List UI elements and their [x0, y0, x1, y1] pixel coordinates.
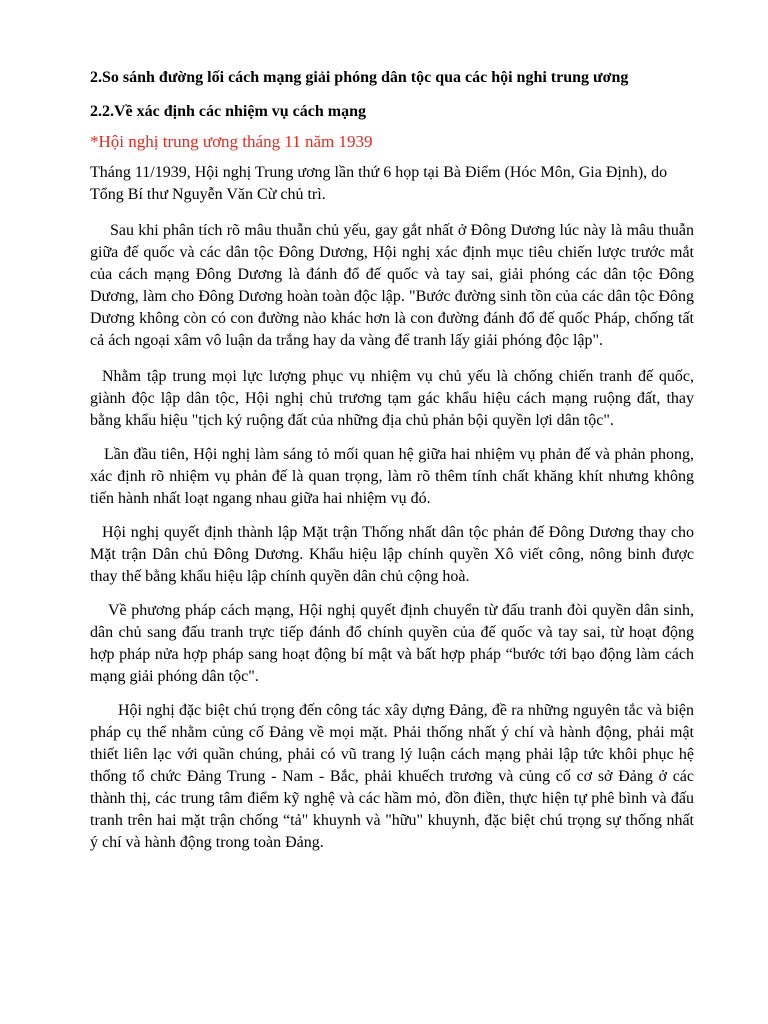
document-page: [90, 68, 694, 866]
section-heading: 2.So sánh đường lối cách mạng giải phóng dân tộc qua các hội nghi trung ương: [90, 69, 629, 86]
paragraph-contradiction: Sau khi phân tích rõ mâu thuẫn chủ yếu, gay gắt nhất ở Đông Dương lúc này là mâu thuẫn giữa đế quốc và các dân tộc Đông Dương, Hội nghị xác định mục tiêu chiến lược trước mắt của cách mạng Đông Dương là đánh đổ đế quốc và tay sai, giải phóng các dân tộc Đông Dương, làm cho Đông Dương hoàn toàn độc lập. "Bước đường sinh tồn của các dân tộc Đông Dương không còn có con đường nào khác hơn là con đường đánh đổ đế quốc Pháp, chống tất cả ách ngoại xâm vô luận da trắng hay da vàng để tranh lấy giải phóng độc lập".: [90, 222, 694, 349]
paragraph-intro: Tháng 11/1939, Hội nghị Trung ương lần thứ 6 họp tại Bà Điểm (Hóc Môn, Gia Định), do Tổng Bí thư Nguyễn Văn Cừ chủ trì.: [90, 164, 668, 203]
paragraph-relationship: Lần đầu tiên, Hội nghị làm sáng tỏ mối quan hệ giữa hai nhiệm vụ phản đế và phản phong, xác định rõ nhiệm vụ phản đế là quan trọng, làm rõ thêm tính chất khăng khít nhưng không tiến hành nhất loạt ngang nhau giữa hai nhiệm vụ đó.: [90, 446, 694, 507]
subsection-heading: 2.2.Về xác định các nhiệm vụ cách mạng: [90, 103, 366, 120]
conference-heading: *Hội nghị trung ương tháng 11 năm 1939: [90, 132, 373, 151]
paragraph-method: Về phương pháp cách mạng, Hội nghị quyết định chuyển từ đấu tranh đòi quyền dân sinh, dân chủ sang đấu tranh trực tiếp đánh đổ chính quyền của đế quốc và tay sai, từ hoạt động hợp pháp nửa hợp pháp sang hoạt động bí mật và bất hợp pháp “bước tới bạo động làm cách mạng giải phóng dân tộc".: [90, 602, 694, 685]
paragraph-front: Hội nghị quyết định thành lập Mặt trận Thống nhất dân tộc phản đế Đông Dương thay cho Mặt trận Dân chủ Đông Dương. Khẩu hiệu lập chính quyền Xô viết công, nông binh được thay thế bằng khẩu hiệu lập chính quyền dân chủ cộng hoà.: [90, 524, 694, 585]
paragraph-slogan: Nhằm tập trung mọi lực lượng phục vụ nhiệm vụ chủ yếu là chống chiến tranh đế quốc, giành độc lập dân tộc, Hội nghị chủ trương tạm gác khẩu hiệu cách mạng ruộng đất, thay bằng khẩu hiệu "tịch ký ruộng đất của những địa chủ phản bội quyền lợi dân tộc".: [90, 368, 694, 429]
paragraph-party-building: Hội nghị đặc biệt chú trọng đến công tác xây dựng Đảng, đề ra những nguyên tắc và biện pháp cụ thể nhằm củng cố Đảng về mọi mặt. Phải thống nhất ý chí và hành động, phải mật thiết liên lạc với quần chúng, phải có vũ trang lý luận cách mạng phải lập tức khôi phục hệ thống tổ chức Đảng Trung - Nam - Bắc, phải khuếch trương và củng cố cơ sở Đảng ở các thành thị, các trung tâm điểm kỹ nghệ và các hầm mỏ, đồn điền, thực hiện tự phê bình và đấu tranh trên hai mặt trận chống “tả" khuynh và "hữu" khuynh, đặc biệt chú trọng sự thống nhất ý chí và hành động trong toàn Đảng.: [90, 702, 694, 851]
